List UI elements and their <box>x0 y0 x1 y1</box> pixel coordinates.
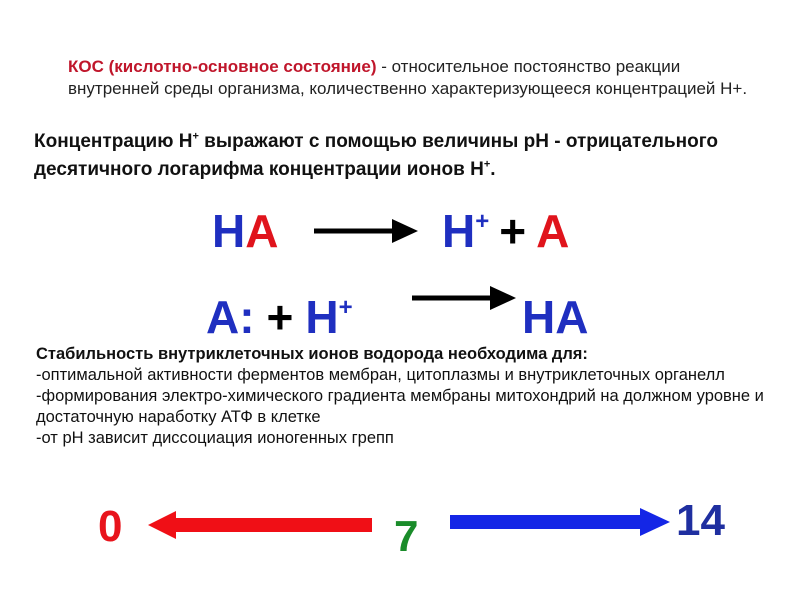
eq2-plus: + <box>266 291 294 343</box>
equation1-products <box>442 206 569 256</box>
equation2-arrow-icon <box>410 281 518 315</box>
scale-middle-value: 7 <box>394 512 419 561</box>
ph-text-part2: выражают с помощью величины рН - отрицательного десятичного логарифма концентрации ионов Н <box>34 131 719 180</box>
scale-right-arrow-head <box>640 508 670 536</box>
stability-item: -от рН зависит диссоциация ионогенных грепп <box>36 429 394 447</box>
scale-right-arrow-shaft <box>450 515 644 529</box>
eq2-a-colon: А: <box>206 291 255 343</box>
ph-definition <box>34 128 784 184</box>
eq1-plus-sup: + <box>475 208 490 235</box>
ph-text-part1: Концентрацию Н <box>34 131 193 152</box>
stability-heading: Стабильность внутриклеточных ионов водорода необходима для: <box>36 345 588 363</box>
kos-definition-text: - относительное постоянство реакции внутренней среды организма, количественно характеризующееся концентрацией Н+. <box>68 57 748 98</box>
scale-left-arrow-icon <box>146 508 374 542</box>
ph-text-part3: . <box>490 159 496 180</box>
eq1-product-h: Н <box>442 205 476 257</box>
kos-definition <box>68 56 748 100</box>
stability-section <box>36 344 776 449</box>
equation1-reactant <box>212 206 278 256</box>
stability-item: -оптимальной активности ферментов мембран, цитоплазмы и внутриклеточных органелл <box>36 366 725 384</box>
scale-right-value: 14 <box>676 496 725 545</box>
eq1-a: А <box>245 205 279 257</box>
equation2-product: НА <box>522 291 589 343</box>
scale-left-arrow-shaft <box>172 518 372 532</box>
stability-item: -формирования электро-химического градиента мембраны митохондрий на должном уровне и достаточную наработку АТФ в клетке <box>36 387 764 426</box>
ph-sup2: + <box>483 158 491 171</box>
equation1-arrow-icon <box>312 214 420 248</box>
ph-sup1: + <box>192 130 199 143</box>
eq2-h: Н <box>305 291 339 343</box>
eq1-h: Н <box>212 205 246 257</box>
scale-left-value: 0 <box>98 502 123 551</box>
eq1-plus: + <box>499 205 527 257</box>
eq1-product-a: А <box>536 205 570 257</box>
eq2-plus-sup: + <box>338 294 353 321</box>
scale-right-arrow-icon <box>450 506 672 538</box>
kos-term: КОС (кислотно-основное состояние) <box>68 57 377 76</box>
equation2-reactants <box>206 292 353 342</box>
scale-left-arrow-head <box>148 511 176 539</box>
